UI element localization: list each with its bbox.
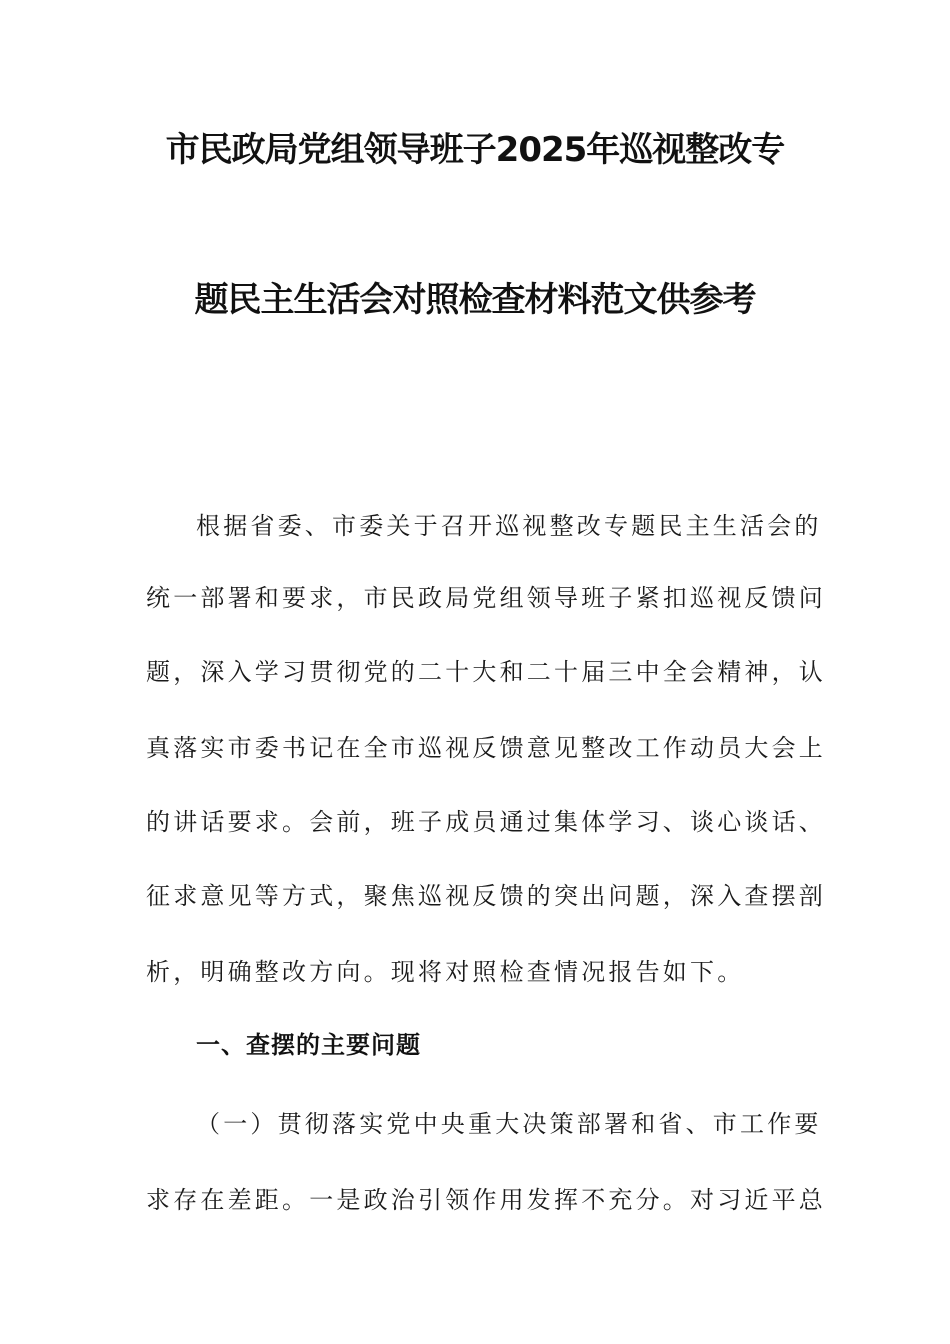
- paragraph-line: 根据省委、市委关于召开巡视整改专题民主生活会的: [196, 512, 822, 540]
- paragraph-line: 析，明确整改方向。现将对照检查情况报告如下。: [146, 958, 745, 986]
- paragraph-line: 真落实市委书记在全市巡视反馈意见整改工作动员大会上: [146, 734, 826, 762]
- paragraph-line: 求存在差距。一是政治引领作用发挥不充分。对习近平总: [146, 1186, 826, 1214]
- paragraph-line: 题，深入学习贯彻党的二十大和二十届三中全会精神，认: [146, 658, 826, 686]
- section-heading: 一、查摆的主要问题: [196, 1031, 421, 1059]
- paragraph-line: 的讲话要求。会前，班子成员通过集体学习、谈心谈话、: [146, 808, 826, 836]
- document-title-line-1: 市民政局党组领导班子2025年巡视整改专: [165, 130, 785, 170]
- document-title-line-2: 题民主生活会对照检查材料范文供参考: [194, 280, 756, 320]
- paragraph-line: 统一部署和要求，市民政局党组领导班子紧扣巡视反馈问: [146, 584, 826, 612]
- paragraph-line: （一）贯彻落实党中央重大决策部署和省、市工作要: [196, 1110, 822, 1138]
- paragraph-line: 征求意见等方式，聚焦巡视反馈的突出问题，深入查摆剖: [146, 882, 826, 910]
